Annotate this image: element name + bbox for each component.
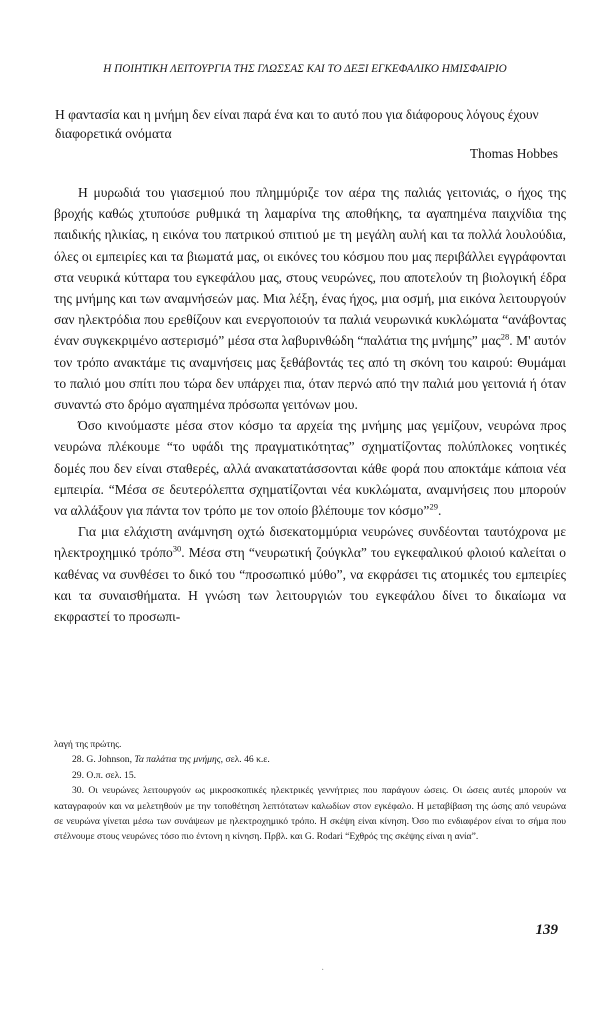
paragraph-text: . Μ' αυτόν τον τρόπο ανακτάμε τις αναμνήσεις μας ξεθάβοντάς τες από τη σκόνη του καιρού: Θυμάμαι το παλιό μου σπίτι που τώρα δεν υπάρχει πια, όταν περνώ από την παλιά μου γειτονιά ή όταν συναντώ στο δρόμο αγαπημένα πρόσωπα γειτόνων μου. xyxy=(54,333,566,413)
paragraph-text: Για μια ελάχιστη ανάμνηση οχτώ δισεκατομμύρια νευρώνες συνδέονται ταυτόχρονα με ηλεκτροχημικό τρόπο xyxy=(54,524,566,561)
footnote xyxy=(54,783,566,845)
body-text xyxy=(54,182,566,627)
epigraph-author: Thomas Hobbes xyxy=(469,146,558,161)
footnote-text: , σελ. 46 κ.ε. xyxy=(220,754,270,766)
footnote-number: 28. xyxy=(72,754,84,766)
scan-mark: · xyxy=(321,965,325,976)
paragraph-text: Όσο κινούμαστε μέσα στον κόσμο τα αρχεία της μνήμης μας γεμίζουν, νευρώνα προς νευρώνα πλέκουμε “το υφάδι της πραγματικότητας” σχηματίζοντας πολύπλοκες νοητικές δομές που δεν είναι σταθερές, αλλά ανακατατάσσονται κάθε φορά που αποκτάμε κάποια νέα εμπειρία. “Μέσα σε δευτερόλεπτα σχηματίζονται νέα κυκλώματα, αναμνήσεις που μπορούν να αλλάξουν για πάντα τον τρόπο με τον οποίο βλέπουμε τον κόσμο” xyxy=(54,418,566,519)
page-number: 139 xyxy=(535,922,558,938)
footnote-ref: 28 xyxy=(500,331,510,342)
footnote-number: 30. xyxy=(72,785,84,797)
footnote-text: Οι νευρώνες λειτουργούν ως μικροσκοπικές ηλεκτρικές γεννήτριες που παράγουν ώσεις. Οι ώσεις αυτές μπορούν να καταγραφούν και να μελετηθούν με την τοποθέτηση λεπτότατων καλωδίων στον εγκέφαλο. Η μεταβίβαση της ώσης από νευρώνα σε νευρώνα γίνεται μέσω των συνάψεων με ηλεκτροχημικό τρόπο. Η σκέψη είναι κίνηση. Όσο πιο ενδιαφέρον είναι το σήμα που στέλνουμε στους νευρώνες τόσο πιο έντονη η κίνηση. Πρβλ. και G. Rodari “Εχθρός της σκέψης είναι η ανία”. xyxy=(54,785,566,843)
footnote-continuation: λαγή της πρώτης. xyxy=(54,739,122,750)
paragraph xyxy=(54,415,566,521)
paragraph xyxy=(54,521,566,627)
footnote-author: G. Johnson, xyxy=(86,754,135,766)
paragraph-text: . Μέσα στη “νευρωτική ζούγκλα” του εγκεφαλικού φλοιού καλείται ο καθένας να συνθέσει το δικό του “προσωπικό μύθο”, να εκφράσει τις ατομικές του εμπειρίες και τα συναισθήματα. Η γνώση των λειτουργιών του εγκεφάλου δίνει το δικαίωμα να εκφραστεί το προσωπι- xyxy=(54,545,566,625)
footnote-ref: 29 xyxy=(429,501,438,512)
footnote xyxy=(54,752,566,767)
paragraph-text: Η μυρωδιά του γιασεμιού που πλημμύριζε τον αέρα της παλιάς γειτονιάς, ο ήχος της βροχής καθώς χτυπούσε ρυθμικά τη λαμαρίνα της αποθήκης, τα αγαπημένα παιχνίδια της παιδικής ηλικίας, η εικόνα του πατρικού σπιτιού με τη μεγάλη αυλή και τα πολλά λουλούδια, όλες οι εμπειρίες και τα βιωματά μας, οι εικόνες του κόσμου που μας περιβάλλει εγγράφονται στα νευρικά κύτταρα του εγκεφάλου μας, στους νευρώνες, που αποτελούν τη βιολογική έδρα της μνήμης και των αναμνήσεών μας. Μια λέξη, ένας ήχος, μια οσμή, μια εικόνα λειτουργούν σαν ηλεκτρόδια που ερεθίζουν και ενεργοποιούν τα παλιά νευρωνικά κυκλώματα “ανάβοντας έναν συγκεκριμένο αστερισμό” μέσα στα λαβυρινθώδη “παλάτια της μνήμης” μας xyxy=(54,185,566,349)
footnote-title: Τα παλάτια της μνήμης xyxy=(134,754,221,766)
running-head: Η ΠΟΙΗΤΙΚΗ ΛΕΙΤΟΥΡΓΙΑ ΤΗΣ ΓΛΩΣΣΑΣ ΚΑΙ ΤΟ ΔΕΞΙ ΕΓΚΕΦΑΛΙΚΟ ΗΜΙΣΦΑΙΡΙΟ xyxy=(103,63,507,75)
footnote-number: 29. xyxy=(72,769,84,781)
footnote-text: Ο.π. σελ. 15. xyxy=(86,769,137,781)
paragraph-text: . xyxy=(437,503,442,519)
epigraph-quote: Η φαντασία και η μνήμη δεν είναι παρά ένα και το αυτό που για διάφορους λόγους έχουν διαφορετικά ονόματα xyxy=(55,107,539,141)
paragraph xyxy=(54,182,566,415)
footnote xyxy=(54,768,566,783)
footnotes xyxy=(54,737,566,845)
footnote-ref: 30 xyxy=(172,543,182,554)
